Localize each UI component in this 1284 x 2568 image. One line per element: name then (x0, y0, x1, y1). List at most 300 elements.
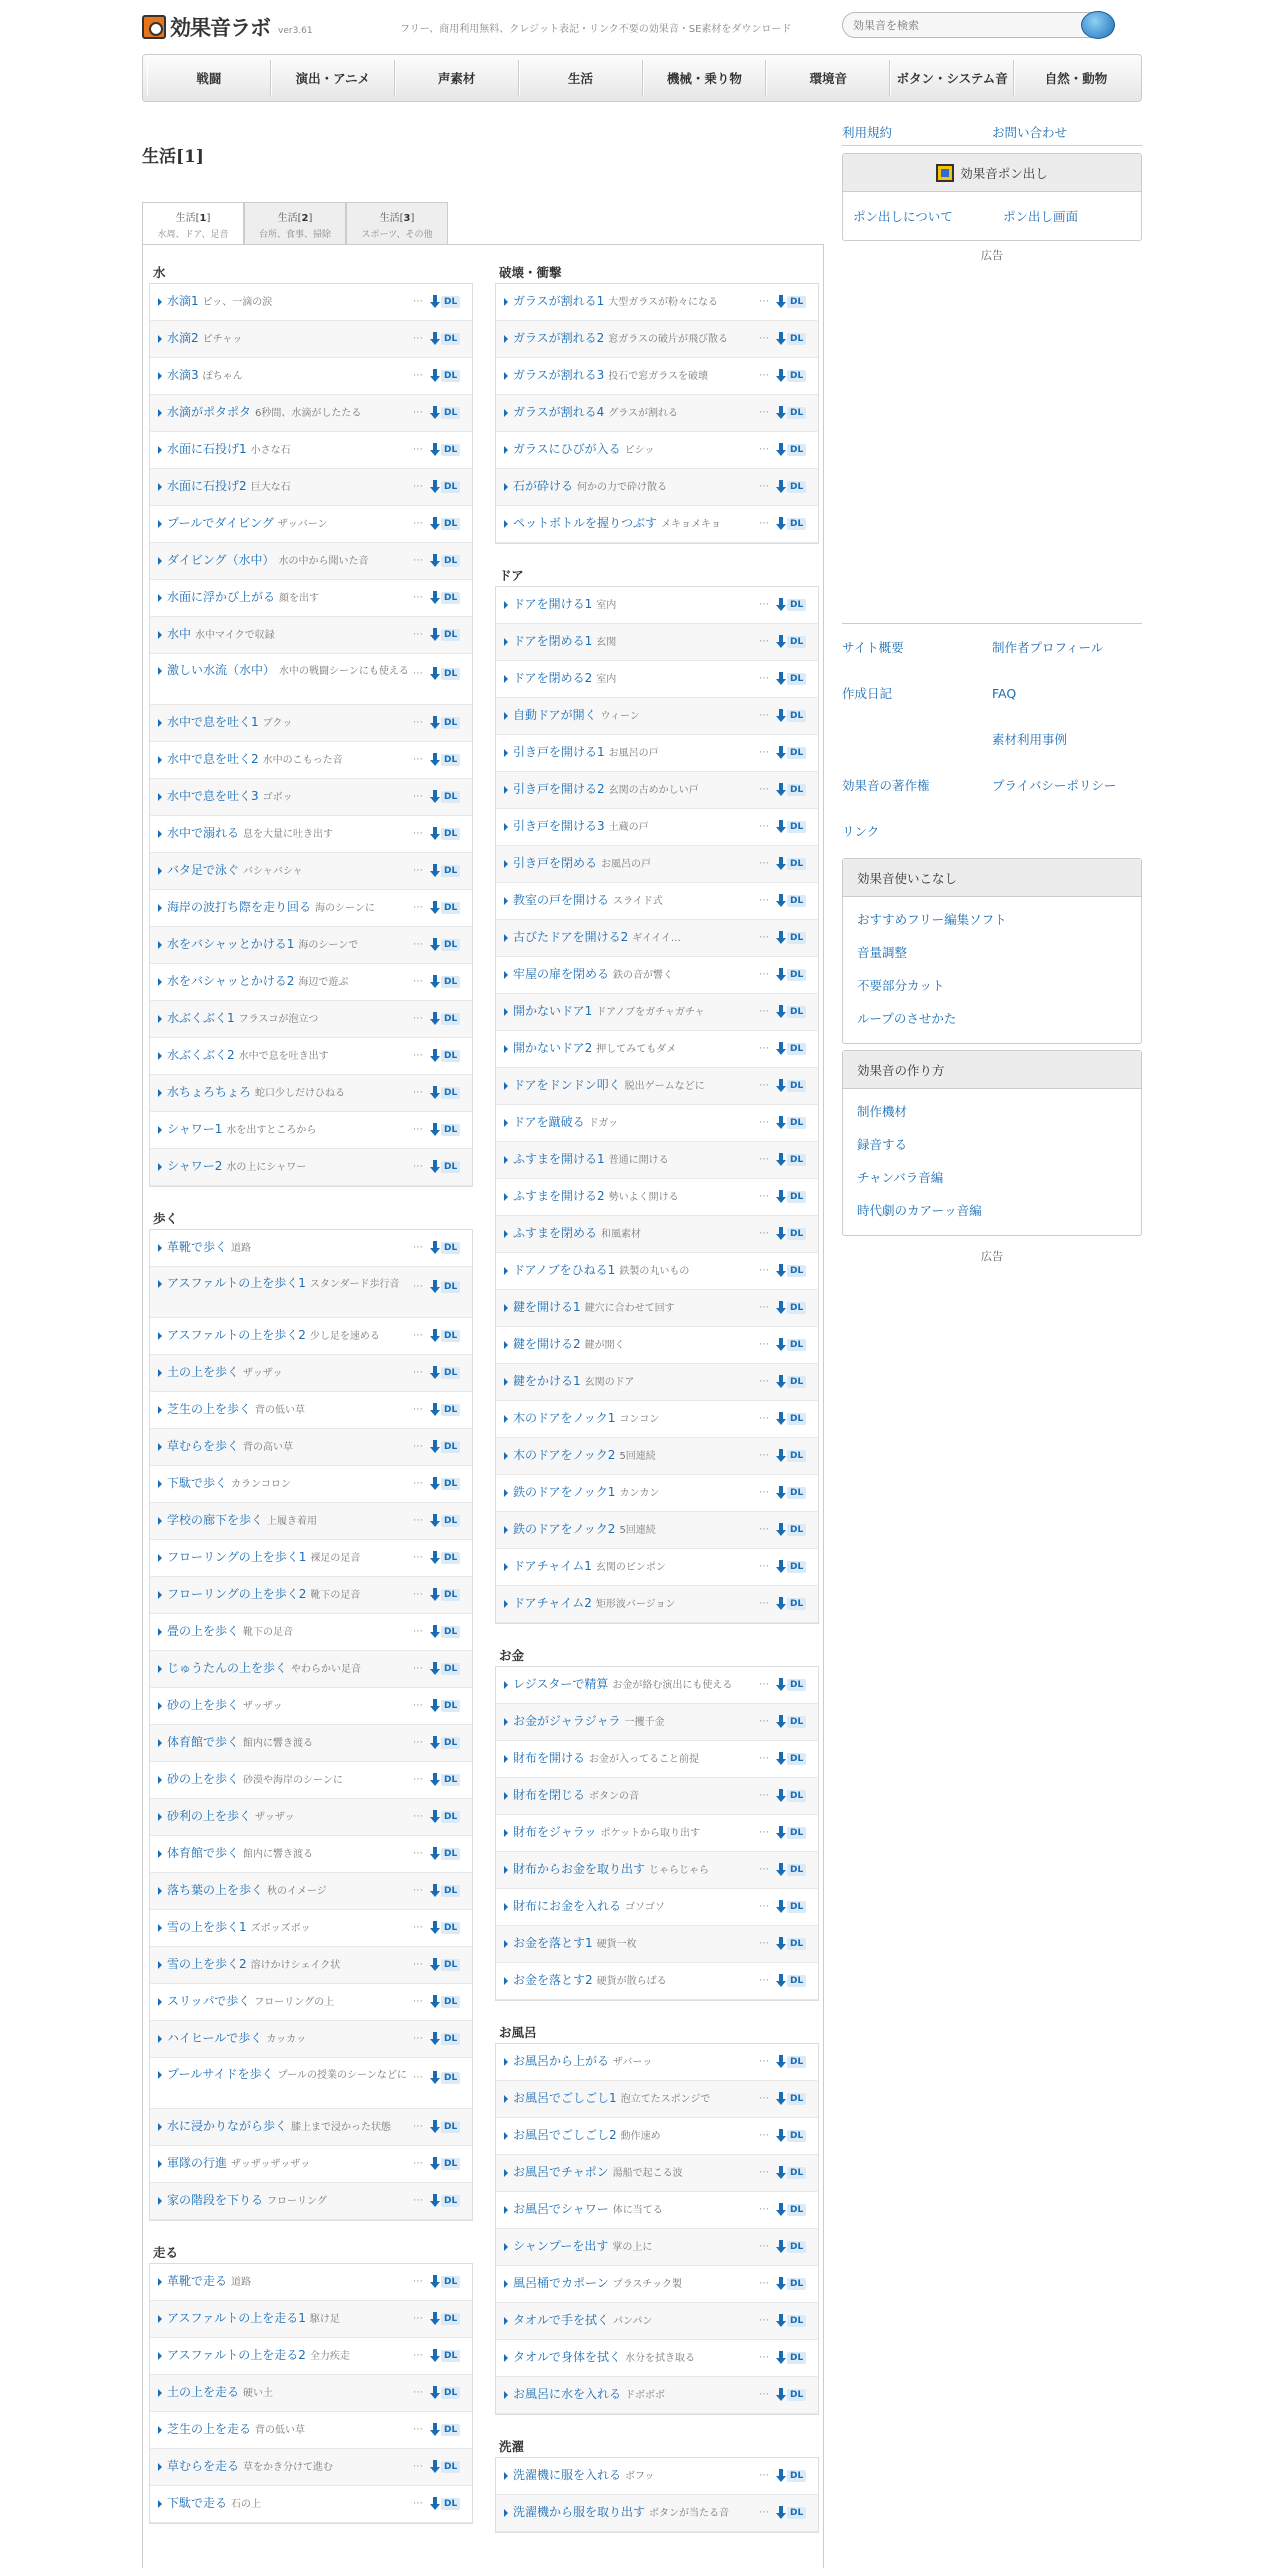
sound-title-link[interactable]: 水面に石投げ2 (167, 479, 247, 493)
download-button[interactable] (776, 517, 810, 531)
sound-title-link[interactable]: 洗濯機に服を入れる (513, 2468, 622, 2482)
more-options-icon[interactable]: ⋯ (413, 1087, 424, 1098)
box1-link-0[interactable]: おすすめフリー編集ソフト (857, 912, 1007, 927)
more-options-icon[interactable]: ⋯ (759, 1191, 770, 1202)
download-button[interactable] (776, 295, 810, 309)
download-button[interactable] (776, 1974, 810, 1988)
more-options-icon[interactable]: ⋯ (413, 2072, 424, 2083)
more-options-icon[interactable]: ⋯ (759, 1376, 770, 1387)
sound-title-link[interactable]: 水中で溺れる (167, 826, 240, 840)
download-button[interactable] (430, 2497, 464, 2511)
play-arrow-icon[interactable] (504, 1045, 508, 1053)
sound-title-link[interactable]: 水滴1 (167, 294, 199, 308)
download-button[interactable] (776, 2388, 810, 2402)
play-arrow-icon[interactable] (158, 1244, 162, 1252)
download-button[interactable] (776, 1116, 810, 1130)
more-options-icon[interactable]: ⋯ (413, 2498, 424, 2509)
download-button[interactable] (776, 2277, 810, 2291)
download-button[interactable] (430, 2349, 464, 2363)
more-options-icon[interactable]: ⋯ (759, 1679, 770, 1690)
nav-item-5[interactable]: 環境音 (766, 60, 890, 96)
play-arrow-icon[interactable] (504, 1977, 508, 1985)
sound-title-link[interactable]: アスファルトの上を走る1 (167, 2311, 306, 2325)
play-arrow-icon[interactable] (504, 2132, 508, 2140)
sound-title-link[interactable]: 水中で息を吐く2 (167, 752, 259, 766)
play-arrow-icon[interactable] (504, 1903, 508, 1911)
site-logo[interactable] (142, 12, 313, 42)
sound-title-link[interactable]: お金を落とす2 (513, 1973, 593, 1987)
tab-1[interactable] (142, 202, 244, 245)
play-arrow-icon[interactable] (158, 978, 162, 986)
more-options-icon[interactable]: ⋯ (759, 1006, 770, 1017)
more-options-icon[interactable]: ⋯ (413, 1663, 424, 1674)
play-arrow-icon[interactable] (504, 1082, 508, 1090)
sound-title-link[interactable]: 洗濯機から服を取り出す (513, 2505, 646, 2519)
sound-title-link[interactable]: 砂の上を歩く (167, 1772, 240, 1786)
more-options-icon[interactable]: ⋯ (413, 444, 424, 455)
download-button[interactable] (776, 1190, 810, 1204)
download-button[interactable] (430, 790, 464, 804)
sound-title-link[interactable]: 畳の上を歩く (167, 1624, 240, 1638)
more-options-icon[interactable]: ⋯ (759, 1154, 770, 1165)
download-button[interactable] (430, 2423, 464, 2437)
box1-link-1[interactable]: 音量調整 (857, 945, 908, 960)
play-arrow-icon[interactable] (158, 1443, 162, 1451)
sound-title-link[interactable]: 水滴2 (167, 331, 199, 345)
more-options-icon[interactable]: ⋯ (759, 1339, 770, 1350)
download-button[interactable] (430, 667, 464, 681)
sound-title-link[interactable]: 砂の上を歩く (167, 1698, 240, 1712)
download-button[interactable] (430, 517, 464, 531)
search-input[interactable] (843, 19, 1063, 32)
sound-title-link[interactable]: お風呂でチャポン (513, 2165, 609, 2179)
play-arrow-icon[interactable] (504, 1940, 508, 1948)
sound-title-link[interactable]: フローリングの上を歩く1 (167, 1550, 307, 1564)
sound-title-link[interactable]: 鍵をかける1 (513, 1374, 581, 1388)
download-button[interactable] (776, 2203, 810, 2217)
download-button[interactable] (776, 480, 810, 494)
sound-title-link[interactable]: ガラスが割れる2 (513, 331, 605, 345)
sound-title-link[interactable]: お金がジャラジャラ (513, 1714, 621, 1728)
download-button[interactable] (776, 2129, 810, 2143)
play-arrow-icon[interactable] (158, 1015, 162, 1023)
box2-link-1[interactable]: 録音する (857, 1137, 908, 1152)
more-options-icon[interactable]: ⋯ (413, 828, 424, 839)
sound-title-link[interactable]: 雪の上を歩く1 (167, 1920, 247, 1934)
download-button[interactable] (776, 1560, 810, 1574)
play-arrow-icon[interactable] (158, 298, 162, 306)
more-options-icon[interactable]: ⋯ (759, 1753, 770, 1764)
more-options-icon[interactable]: ⋯ (413, 1478, 424, 1489)
play-arrow-icon[interactable] (504, 1156, 508, 1164)
play-arrow-icon[interactable] (158, 2315, 162, 2323)
download-button[interactable] (430, 901, 464, 915)
play-arrow-icon[interactable] (504, 601, 508, 609)
download-button[interactable] (430, 1958, 464, 1972)
sidebar-link-6[interactable]: 効果音の著作権 (842, 778, 930, 793)
download-button[interactable] (776, 1153, 810, 1167)
download-button[interactable] (430, 1366, 464, 1380)
sound-title-link[interactable]: 水をバシャッとかける2 (167, 974, 295, 988)
more-options-icon[interactable]: ⋯ (759, 821, 770, 832)
play-arrow-icon[interactable] (158, 2035, 162, 2043)
play-arrow-icon[interactable] (158, 1998, 162, 2006)
download-button[interactable] (430, 1086, 464, 1100)
play-arrow-icon[interactable] (504, 1008, 508, 1016)
download-button[interactable] (430, 2157, 464, 2171)
more-options-icon[interactable]: ⋯ (413, 1552, 424, 1563)
more-options-icon[interactable]: ⋯ (759, 370, 770, 381)
sound-title-link[interactable]: 鉄のドアをノック2 (513, 1522, 616, 1536)
download-button[interactable] (776, 1301, 810, 1315)
sound-title-link[interactable]: 革靴で走る (167, 2274, 228, 2288)
sound-title-link[interactable]: 水中で息を吐く3 (167, 789, 259, 803)
play-arrow-icon[interactable] (158, 1702, 162, 1710)
play-arrow-icon[interactable] (504, 1526, 508, 1534)
more-options-icon[interactable]: ⋯ (759, 2507, 770, 2518)
sidebar-link-5[interactable]: 素材利用事例 (992, 732, 1068, 747)
download-button[interactable] (430, 1773, 464, 1787)
more-options-icon[interactable]: ⋯ (413, 1811, 424, 1822)
download-button[interactable] (430, 1699, 464, 1713)
more-options-icon[interactable]: ⋯ (413, 2387, 424, 2398)
play-arrow-icon[interactable] (158, 446, 162, 454)
more-options-icon[interactable]: ⋯ (413, 1848, 424, 1859)
download-button[interactable] (430, 406, 464, 420)
sound-title-link[interactable]: 下駄で走る (167, 2496, 228, 2510)
more-options-icon[interactable]: ⋯ (413, 754, 424, 765)
sidebar-link-1[interactable]: 制作者プロフィール (992, 640, 1104, 655)
download-button[interactable] (430, 753, 464, 767)
more-options-icon[interactable]: ⋯ (413, 1996, 424, 2007)
download-button[interactable] (776, 2506, 810, 2520)
play-arrow-icon[interactable] (504, 971, 508, 979)
download-button[interactable] (430, 2460, 464, 2474)
sound-title-link[interactable]: 財布を閉じる (513, 1788, 586, 1802)
box2-link-2[interactable]: チャンバラ音編 (857, 1170, 944, 1185)
more-options-icon[interactable]: ⋯ (759, 969, 770, 980)
more-options-icon[interactable]: ⋯ (413, 1404, 424, 1415)
play-arrow-icon[interactable] (504, 1267, 508, 1275)
play-arrow-icon[interactable] (158, 1163, 162, 1171)
download-button[interactable] (776, 406, 810, 420)
download-button[interactable] (776, 1826, 810, 1840)
more-options-icon[interactable]: ⋯ (759, 1487, 770, 1498)
sound-title-link[interactable]: ペットボトルを握りつぶす (513, 516, 658, 530)
download-button[interactable] (776, 1079, 810, 1093)
more-options-icon[interactable]: ⋯ (413, 1367, 424, 1378)
more-options-icon[interactable]: ⋯ (759, 333, 770, 344)
download-button[interactable] (430, 295, 464, 309)
play-arrow-icon[interactable] (504, 520, 508, 528)
sound-title-link[interactable]: 草むらを走る (167, 2459, 240, 2473)
play-arrow-icon[interactable] (158, 1739, 162, 1747)
play-arrow-icon[interactable] (158, 335, 162, 343)
download-button[interactable] (776, 2166, 810, 2180)
more-options-icon[interactable]: ⋯ (413, 2461, 424, 2472)
play-arrow-icon[interactable] (158, 1406, 162, 1414)
download-button[interactable] (430, 332, 464, 346)
contact-link[interactable]: お問い合わせ (992, 124, 1068, 140)
sound-title-link[interactable]: 木のドアをノック1 (513, 1411, 616, 1425)
play-arrow-icon[interactable] (158, 1280, 162, 1288)
more-options-icon[interactable]: ⋯ (759, 1117, 770, 1128)
play-arrow-icon[interactable] (504, 1119, 508, 1127)
download-button[interactable] (776, 369, 810, 383)
download-button[interactable] (430, 975, 464, 989)
play-arrow-icon[interactable] (158, 1924, 162, 1932)
sidebar-link-0[interactable]: サイト概要 (842, 640, 904, 655)
play-arrow-icon[interactable] (504, 2354, 508, 2362)
play-arrow-icon[interactable] (158, 1369, 162, 1377)
play-arrow-icon[interactable] (504, 786, 508, 794)
more-options-icon[interactable]: ⋯ (413, 2121, 424, 2132)
download-button[interactable] (776, 2092, 810, 2106)
sound-title-link[interactable]: 草むらを歩く (167, 1439, 240, 1453)
play-arrow-icon[interactable] (158, 1813, 162, 1821)
terms-link[interactable]: 利用規約 (842, 124, 893, 140)
sound-title-link[interactable]: 財布にお金を入れる (513, 1899, 622, 1913)
play-arrow-icon[interactable] (504, 2391, 508, 2399)
download-button[interactable] (430, 1588, 464, 1602)
play-arrow-icon[interactable] (158, 941, 162, 949)
download-button[interactable] (430, 2071, 464, 2085)
more-options-icon[interactable]: ⋯ (759, 481, 770, 492)
more-options-icon[interactable]: ⋯ (759, 1716, 770, 1727)
more-options-icon[interactable]: ⋯ (413, 1050, 424, 1061)
play-arrow-icon[interactable] (504, 1829, 508, 1837)
sound-title-link[interactable]: 砂利の上を歩く (167, 1809, 252, 1823)
download-button[interactable] (430, 554, 464, 568)
more-options-icon[interactable]: ⋯ (759, 2130, 770, 2141)
more-options-icon[interactable]: ⋯ (413, 668, 424, 679)
sidebar-link-2[interactable]: 作成日記 (842, 686, 893, 701)
download-button[interactable] (430, 1884, 464, 1898)
play-arrow-icon[interactable] (158, 1554, 162, 1562)
more-options-icon[interactable]: ⋯ (759, 2278, 770, 2289)
download-button[interactable] (430, 2312, 464, 2326)
more-options-icon[interactable]: ⋯ (413, 370, 424, 381)
more-options-icon[interactable]: ⋯ (759, 784, 770, 795)
sound-title-link[interactable]: 財布をジャラッ (513, 1825, 597, 1839)
sound-title-link[interactable]: 古びたドアを開ける2 (513, 930, 629, 944)
more-options-icon[interactable]: ⋯ (413, 333, 424, 344)
more-options-icon[interactable]: ⋯ (413, 2350, 424, 2361)
play-arrow-icon[interactable] (158, 2160, 162, 2168)
sound-title-link[interactable]: ドアを開ける1 (513, 597, 593, 611)
pon-about-link[interactable]: ポン出しについて (853, 209, 953, 224)
sound-title-link[interactable]: アスファルトの上を走る2 (167, 2348, 306, 2362)
play-arrow-icon[interactable] (158, 1776, 162, 1784)
more-options-icon[interactable]: ⋯ (759, 2167, 770, 2178)
sound-title-link[interactable]: 鍵を開ける2 (513, 1337, 581, 1351)
download-button[interactable] (430, 1551, 464, 1565)
more-options-icon[interactable]: ⋯ (413, 1737, 424, 1748)
sound-title-link[interactable]: 引き戸を閉める (513, 856, 598, 870)
more-options-icon[interactable]: ⋯ (413, 296, 424, 307)
more-options-icon[interactable]: ⋯ (759, 2389, 770, 2400)
sound-title-link[interactable]: 体育館で歩く (167, 1846, 240, 1860)
more-options-icon[interactable]: ⋯ (413, 2033, 424, 2044)
play-arrow-icon[interactable] (504, 1452, 508, 1460)
play-arrow-icon[interactable] (504, 1755, 508, 1763)
play-arrow-icon[interactable] (504, 2317, 508, 2325)
sound-title-link[interactable]: 水ちょろちょろ (167, 1085, 252, 1099)
more-options-icon[interactable]: ⋯ (759, 2470, 770, 2481)
sound-title-link[interactable]: 水滴3 (167, 368, 199, 382)
sound-title-link[interactable]: 土の上を歩く (167, 1365, 240, 1379)
play-arrow-icon[interactable] (158, 2123, 162, 2131)
download-button[interactable] (430, 2032, 464, 2046)
download-button[interactable] (776, 2314, 810, 2328)
download-button[interactable] (430, 1049, 464, 1063)
more-options-icon[interactable]: ⋯ (759, 2352, 770, 2363)
sound-title-link[interactable]: スリッパで歩く (167, 1994, 251, 2008)
sound-title-link[interactable]: アスファルトの上を歩く1 (167, 1276, 306, 1290)
more-options-icon[interactable]: ⋯ (759, 636, 770, 647)
download-button[interactable] (776, 1863, 810, 1877)
play-arrow-icon[interactable] (158, 2500, 162, 2508)
play-arrow-icon[interactable] (158, 409, 162, 417)
download-button[interactable] (430, 1625, 464, 1639)
sound-title-link[interactable]: 体育館で歩く (167, 1735, 240, 1749)
play-arrow-icon[interactable] (158, 2463, 162, 2471)
download-button[interactable] (430, 1403, 464, 1417)
play-arrow-icon[interactable] (158, 1961, 162, 1969)
download-button[interactable] (430, 2194, 464, 2208)
download-button[interactable] (776, 968, 810, 982)
more-options-icon[interactable]: ⋯ (759, 1302, 770, 1313)
sound-title-link[interactable]: 水滴がポタポタ (167, 405, 252, 419)
more-options-icon[interactable]: ⋯ (759, 407, 770, 418)
more-options-icon[interactable]: ⋯ (759, 2056, 770, 2067)
download-button[interactable] (776, 1523, 810, 1537)
play-arrow-icon[interactable] (504, 934, 508, 942)
sound-title-link[interactable]: 水中で息を吐く1 (167, 715, 259, 729)
download-button[interactable] (776, 820, 810, 834)
play-arrow-icon[interactable] (504, 2206, 508, 2214)
play-arrow-icon[interactable] (504, 712, 508, 720)
sound-title-link[interactable]: 石が砕ける (513, 479, 574, 493)
sound-title-link[interactable]: ふすまを開ける1 (513, 1152, 605, 1166)
sound-title-link[interactable]: 教室の戸を開ける (513, 893, 610, 907)
sound-title-link[interactable]: ハイヒールで歩く (167, 2031, 263, 2045)
play-arrow-icon[interactable] (504, 446, 508, 454)
more-options-icon[interactable]: ⋯ (413, 2195, 424, 2206)
sound-title-link[interactable]: 財布からお金を取り出す (513, 1862, 646, 1876)
play-arrow-icon[interactable] (158, 1591, 162, 1599)
sound-title-link[interactable]: ガラスにひびが入る (513, 442, 621, 456)
more-options-icon[interactable]: ⋯ (759, 1901, 770, 1912)
download-button[interactable] (776, 1338, 810, 1352)
download-button[interactable] (776, 1375, 810, 1389)
play-arrow-icon[interactable] (504, 1341, 508, 1349)
sound-title-link[interactable]: 土の上を走る (167, 2385, 240, 2399)
sound-title-link[interactable]: シャンプーを出す (513, 2239, 609, 2253)
play-arrow-icon[interactable] (158, 594, 162, 602)
sound-title-link[interactable]: 水ぶくぶく2 (167, 1048, 235, 1062)
more-options-icon[interactable]: ⋯ (759, 1043, 770, 1054)
more-options-icon[interactable]: ⋯ (759, 1598, 770, 1609)
more-options-icon[interactable]: ⋯ (413, 1626, 424, 1637)
play-arrow-icon[interactable] (158, 756, 162, 764)
sound-title-link[interactable]: プールでダイビング (167, 516, 274, 530)
play-arrow-icon[interactable] (158, 830, 162, 838)
play-arrow-icon[interactable] (504, 1304, 508, 1312)
tab-2[interactable] (244, 202, 346, 244)
sound-title-link[interactable]: プールサイドを歩く (167, 2067, 274, 2081)
sound-title-link[interactable]: バタ足で泳ぐ (167, 863, 240, 877)
sound-title-link[interactable]: お風呂でごしごし2 (513, 2128, 617, 2142)
play-arrow-icon[interactable] (504, 860, 508, 868)
play-arrow-icon[interactable] (504, 1563, 508, 1571)
sound-title-link[interactable]: 落ち葉の上を歩く (167, 1883, 264, 1897)
more-options-icon[interactable]: ⋯ (759, 599, 770, 610)
play-arrow-icon[interactable] (504, 1681, 508, 1689)
play-arrow-icon[interactable] (504, 2058, 508, 2066)
more-options-icon[interactable]: ⋯ (413, 2313, 424, 2324)
play-arrow-icon[interactable] (504, 298, 508, 306)
download-button[interactable] (430, 1329, 464, 1343)
download-button[interactable] (430, 1921, 464, 1935)
sound-title-link[interactable]: お風呂から上がる (513, 2054, 610, 2068)
nav-item-1[interactable]: 演出・アニメ (271, 60, 395, 96)
tab-3[interactable] (346, 202, 448, 244)
download-button[interactable] (776, 1597, 810, 1611)
download-button[interactable] (776, 1227, 810, 1241)
more-options-icon[interactable]: ⋯ (413, 1330, 424, 1341)
play-arrow-icon[interactable] (158, 1126, 162, 1134)
download-button[interactable] (776, 1412, 810, 1426)
more-options-icon[interactable]: ⋯ (413, 717, 424, 728)
sound-title-link[interactable]: 水面に浮かび上がる (167, 590, 276, 604)
download-button[interactable] (430, 827, 464, 841)
more-options-icon[interactable]: ⋯ (759, 710, 770, 721)
more-options-icon[interactable]: ⋯ (413, 1124, 424, 1135)
sound-title-link[interactable]: シャワー2 (167, 1159, 223, 1173)
play-arrow-icon[interactable] (158, 2071, 162, 2079)
sound-title-link[interactable]: 下駄で歩く (167, 1476, 228, 1490)
play-arrow-icon[interactable] (158, 2426, 162, 2434)
more-options-icon[interactable]: ⋯ (759, 1265, 770, 1276)
download-button[interactable] (776, 1900, 810, 1914)
play-arrow-icon[interactable] (504, 1415, 508, 1423)
more-options-icon[interactable]: ⋯ (759, 1080, 770, 1091)
download-button[interactable] (776, 443, 810, 457)
sound-title-link[interactable]: 水ぶくぶく1 (167, 1011, 235, 1025)
more-options-icon[interactable]: ⋯ (413, 1515, 424, 1526)
sound-title-link[interactable]: アスファルトの上を歩く2 (167, 1328, 306, 1342)
download-button[interactable] (430, 1810, 464, 1824)
more-options-icon[interactable]: ⋯ (413, 1959, 424, 1970)
download-button[interactable] (430, 443, 464, 457)
download-button[interactable] (776, 1042, 810, 1056)
more-options-icon[interactable]: ⋯ (413, 1281, 424, 1292)
sound-title-link[interactable]: 芝生の上を歩く (167, 1402, 252, 1416)
nav-item-3[interactable]: 生活 (519, 60, 643, 96)
more-options-icon[interactable]: ⋯ (759, 518, 770, 529)
sound-title-link[interactable]: 水に浸かりながら歩く (167, 2119, 288, 2133)
more-options-icon[interactable]: ⋯ (413, 481, 424, 492)
box2-link-3[interactable]: 時代劇のカアーッ音編 (857, 1203, 982, 1218)
play-arrow-icon[interactable] (504, 1792, 508, 1800)
more-options-icon[interactable]: ⋯ (413, 2276, 424, 2287)
play-arrow-icon[interactable] (504, 409, 508, 417)
play-arrow-icon[interactable] (504, 2509, 508, 2517)
sound-title-link[interactable]: 軍隊の行進 (167, 2156, 228, 2170)
sound-title-link[interactable]: 水中 (167, 627, 192, 641)
download-button[interactable] (776, 2055, 810, 2069)
